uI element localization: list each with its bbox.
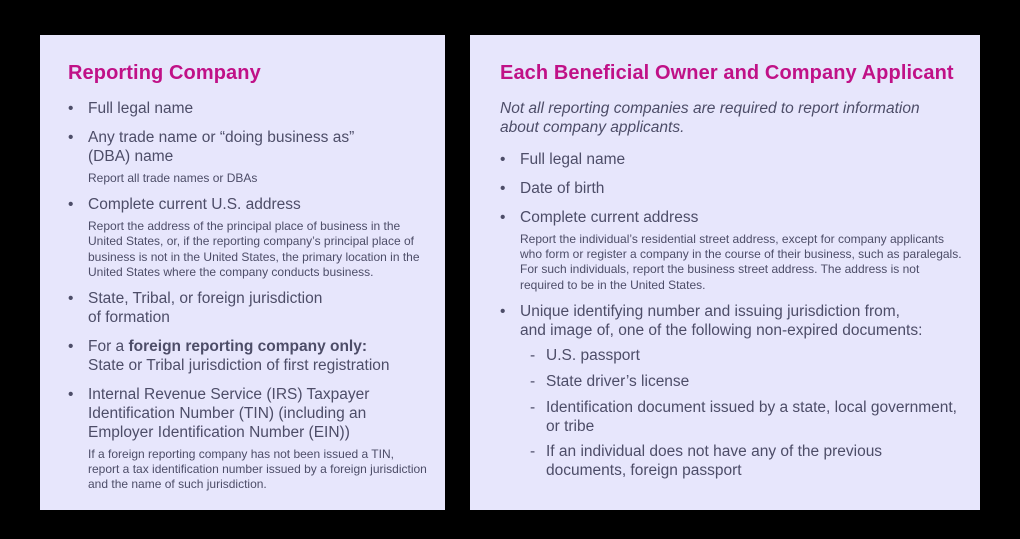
list-item (500, 180, 962, 199)
list-item-text: For a foreign reporting company only: State or Tribal jurisdiction of first registration (88, 338, 390, 375)
list-item-text: Any trade name or “doing business as” (DBA) name (88, 128, 355, 165)
sub-list-item-text: State driver’s license (546, 372, 690, 390)
list-item (500, 151, 962, 170)
sub-list-item (530, 443, 962, 481)
list-item-text: Full legal name (520, 150, 626, 168)
bullet-icon: • (500, 150, 506, 168)
list-item (68, 100, 427, 119)
sub-list-item-text: If an individual does not have any of the previous documents, foreign passport (546, 443, 883, 480)
bullet-icon: • (68, 100, 74, 117)
bullet-icon: • (500, 208, 506, 226)
list-item (500, 209, 962, 293)
list-item-text: Full legal name (88, 100, 194, 117)
reporting-company-title: Reporting Company (68, 62, 261, 84)
reporting-company-list (68, 100, 427, 493)
list-item-note: Report the address of the principal place of business in the United States, or, if the reporting company’s principal place of business is not in the United States, the primary location in the United States where the company conducts business. (88, 218, 420, 280)
bullet-icon: • (500, 302, 506, 320)
sub-list-item (530, 347, 962, 366)
sub-list-item-text: U.S. passport (546, 346, 640, 364)
beneficial-owner-title: Each Beneficial Owner and Company Applicant (500, 62, 954, 84)
list-item (500, 303, 962, 488)
list-item-note: Report all trade names or DBAs (88, 170, 258, 185)
list-item-note: If a foreign reporting company has not been issued a TIN, report a tax identification number issued by a foreign jurisdiction and the name of such jurisdiction. (88, 446, 427, 492)
bullet-icon: • (68, 196, 74, 214)
bullet-icon: • (500, 179, 506, 197)
bullet-icon: • (68, 290, 74, 308)
dash-icon: - (530, 346, 536, 364)
sub-list (520, 347, 962, 481)
reporting-company-card (40, 35, 445, 510)
company-applicant-disclaimer: Not all reporting companies are required to report information about company applicants. (500, 100, 920, 136)
sub-list-item (530, 373, 962, 392)
bullet-icon: • (68, 386, 74, 404)
list-item-text: Complete current U.S. address (88, 196, 301, 214)
beneficial-owner-list (500, 151, 962, 488)
list-item-note: Report the individual’s residential street address, except for company applicants who form or register a company in the course of their business, such as paralegals. For such individuals, report the business street address. The address is not required to be in the United States. (520, 231, 962, 292)
dash-icon: - (530, 398, 536, 416)
list-item (68, 196, 427, 280)
list-item-text: Complete current address (520, 208, 699, 226)
sub-list-item (530, 399, 962, 437)
list-item (68, 290, 427, 328)
list-item-text: Unique identifying number and issuing jurisdiction from, and image of, one of the following non-expired documents: (520, 302, 923, 339)
sub-list-item-text: Identification document issued by a state, local government, or tribe (546, 398, 957, 435)
list-item-text: Internal Revenue Service (IRS) Taxpayer Identification Number (TIN) (including an Employer Identification Number (EIN)) (88, 386, 370, 441)
list-item (68, 338, 427, 376)
bullet-icon: • (68, 338, 74, 356)
list-item (68, 386, 427, 493)
dash-icon: - (530, 372, 536, 390)
list-item-text: State, Tribal, or foreign jurisdiction of formation (88, 290, 323, 327)
beneficial-owner-card (470, 35, 980, 510)
list-item-text: Date of birth (520, 179, 605, 197)
dash-icon: - (530, 443, 536, 461)
list-item (68, 129, 427, 186)
bullet-icon: • (68, 128, 74, 146)
